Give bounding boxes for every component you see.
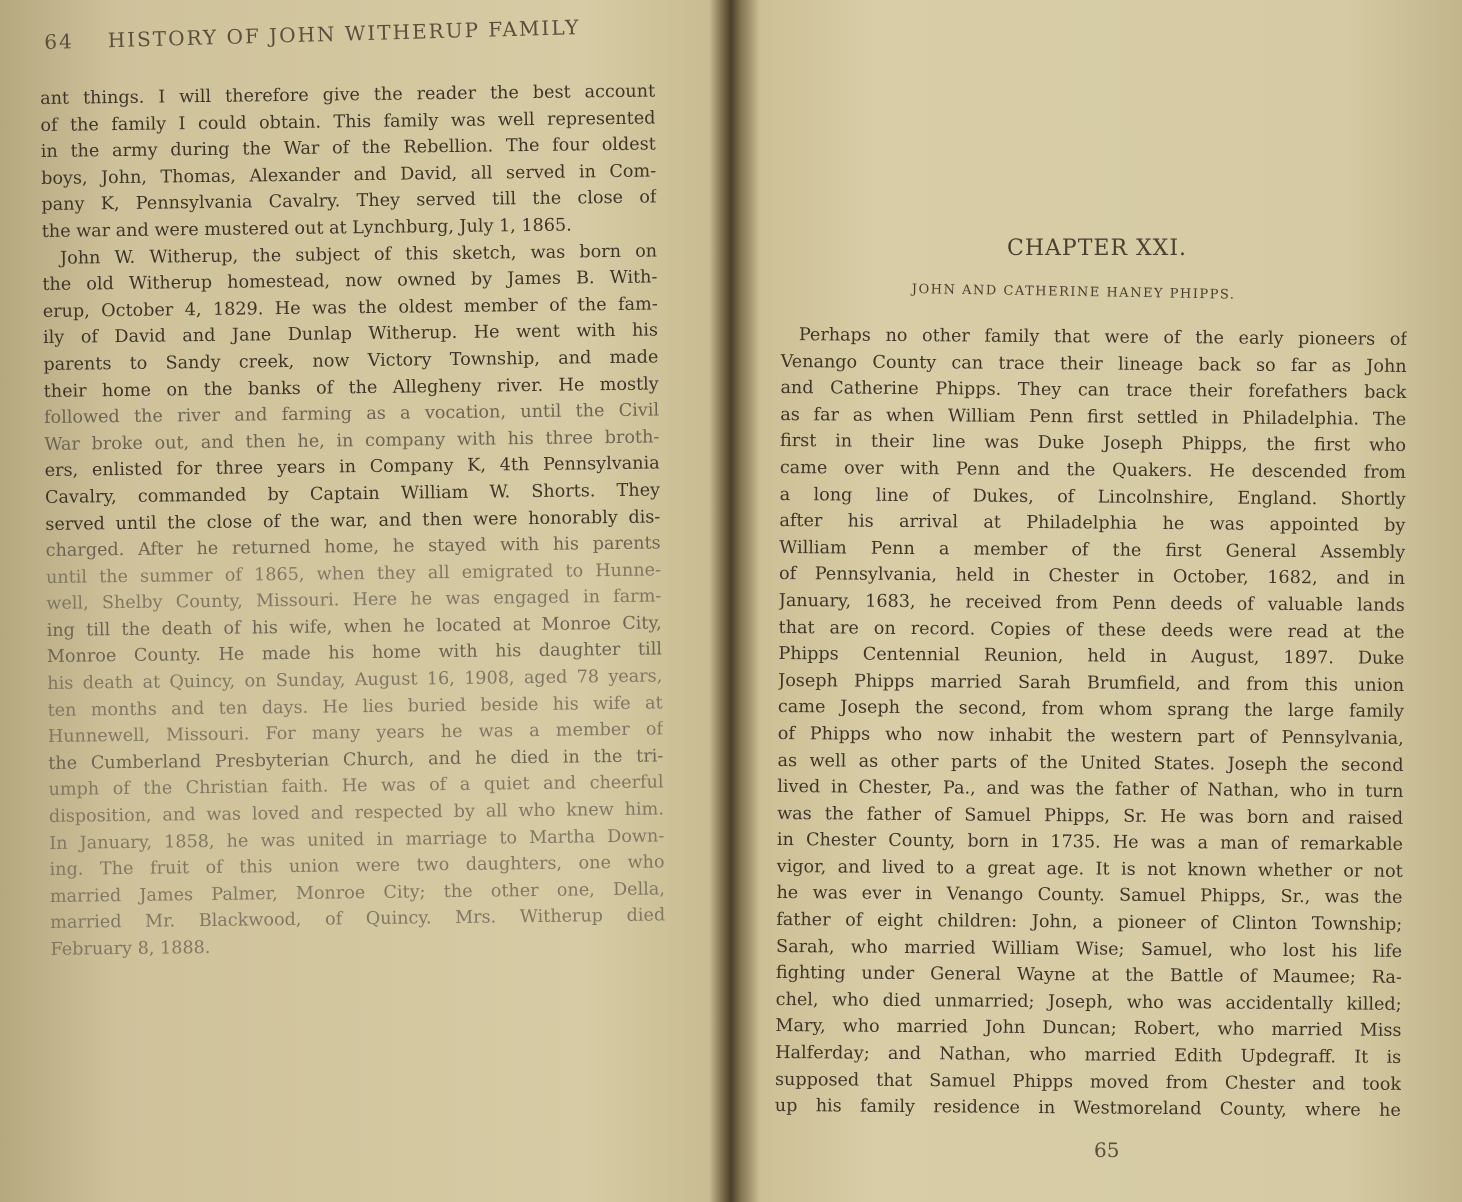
text-line: his death at Quincy, on Sunday, August 16, 1908, aged 78 years, [47, 666, 663, 695]
text-line: he was ever in Venango County. Samuel Phipps, Sr., was the [776, 883, 1403, 909]
text-line: as well as other parts of the United States. Joseph the second [777, 750, 1404, 776]
text-line: Joseph Phipps married Sarah Brumfield, and from this union [778, 670, 1405, 696]
text-line: followed the river and farming as a vocation, until the Civil [43, 400, 660, 429]
text-line: and Catherine Phipps. They can trace their forefathers back [780, 378, 1407, 404]
text-line: pany K, Pennsylvania Cavalry. They served till the close of [41, 187, 657, 216]
text-line: father of eight children: John, a pioneer of Clinton Township; [776, 910, 1403, 935]
right-body-text [775, 322, 1407, 1125]
text-line: John W. Witherup, the subject of this sketch, was born on [59, 241, 658, 269]
text-line: boys, John, Thomas, Alexander and David, all served in Com- [41, 161, 657, 189]
text-line: the old Witherup homestead, now owned by James B. With- [42, 267, 658, 296]
text-line: married Mr. Blackwood, of Quincy. Mrs. Witherup died [50, 905, 666, 934]
text-line: Cavalry, commanded by Captain William W. Shorts. They [44, 480, 661, 508]
text-line: first in their line was Duke Joseph Phipps, the first who [779, 431, 1407, 457]
text-line: January, 1683, he received from Penn deeds of valuable lands [778, 590, 1405, 616]
text-line: Hunnewell, Missouri. For many years he was a member of [47, 719, 664, 748]
text-line: Halferday; and Nathan, who married Edith Updegraff. It is [775, 1043, 1402, 1068]
text-line: vigor, and lived to a great age. It is not known whether or not [776, 856, 1403, 882]
text-line: was the father of Samuel Phipps, Sr. He was born and raised [777, 803, 1404, 829]
text-line: the war and were mustered out at Lynchburg, July 1, 1865. [41, 215, 572, 242]
text-line: ers, enlisted for three years in Company K, 4th Pennsylvania [44, 453, 660, 482]
text-line: of Pennsylvania, held in Chester in October, 1682, and in [778, 564, 1406, 590]
text-line: that are on record. Copies of these deeds were read at the [778, 617, 1405, 643]
text-line: chel, who died unmarried; Joseph, who was accidentally killed; [775, 989, 1402, 1015]
chapter-subtitle: JOHN AND CATHERINE HANEY PHIPPS. [911, 282, 1236, 303]
text-line: War broke out, and then he, in company with his three broth- [44, 427, 660, 455]
text-line: of Phipps who now inhabit the western part of Pennsylvania, [777, 723, 1404, 749]
text-line: served until the close of the war, and then were honorably dis- [45, 506, 661, 535]
right-page-number: 65 [1094, 1138, 1120, 1162]
text-line: William Penn a member of the first General Assembly [779, 537, 1406, 563]
running-head-title: HISTORY OF JOHN WITHERUP FAMILY [107, 15, 581, 53]
left-page-number: 64 [44, 29, 75, 54]
text-line: supposed that Samuel Phipps moved from Chester and took [774, 1069, 1402, 1095]
text-line: came over with Penn and the Quakers. He descended from [779, 457, 1406, 483]
text-line: Perhaps no other family that were of the early pioneers of [798, 325, 1407, 350]
text-line: February 8, 1888. [50, 937, 211, 960]
text-line: until the summer of 1865, when they all emigrated to Hunne- [45, 560, 662, 588]
text-line: ten months and ten days. He lies buried beside his wife at [47, 693, 663, 721]
text-line: ant things. I will therefore give the reader the best account [40, 81, 656, 109]
text-line: Phipps Centennial Reunion, held in August, 1897. Duke [778, 644, 1405, 670]
text-line: well, Shelby County, Missouri. Here he was engaged in farm- [46, 586, 662, 615]
text-line: came Joseph the second, from whom sprang the large family [777, 697, 1405, 723]
text-line: Mary, who married John Duncan; Robert, who married Miss [775, 1016, 1402, 1042]
text-line: up his family residence in Westmoreland County, where he [774, 1096, 1401, 1122]
text-line: In January, 1858, he was united in marriage to Martha Down- [49, 826, 665, 854]
left-running-head [44, 14, 604, 54]
text-line: Sarah, who married William Wise; Samuel, who lost his life [776, 936, 1403, 962]
text-line: fighting under General Wayne at the Battle of Maumee; Ra- [775, 963, 1402, 989]
text-line: erup, October 4, 1829. He was the oldest member of the fam- [42, 294, 658, 322]
chapter-title: CHAPTER XXI. [1007, 236, 1188, 261]
text-line: their home on the banks of the Allegheny river. He mostly [43, 373, 659, 402]
left-body-text [40, 78, 666, 963]
text-line: charged. After he returned home, he stayed with his parents [45, 533, 661, 562]
text-line: umph of the Christian faith. He was of a quiet and cheerful [48, 772, 664, 801]
text-line: Monroe County. He made his home with his daughter till [46, 639, 663, 668]
text-line: Venango County can trace their lineage back so far as John [780, 351, 1407, 377]
text-line: married James Palmer, Monroe City; the other one, Della, [49, 879, 665, 907]
text-line: lived in Chester, Pa., and was the father of Nathan, who in turn [777, 777, 1404, 802]
text-line: in the army during the War of the Rebellion. The four oldest [40, 134, 656, 163]
right-page [737, 0, 1462, 1202]
text-line: after his arrival at Philadelphia he was appointed by [779, 511, 1406, 537]
text-line: of the family I could obtain. This family was well represented [40, 108, 656, 136]
text-line: a long line of Dukes, of Lincolnshire, England. Shortly [779, 484, 1406, 510]
text-line: the Cumberland Presbyterian Church, and he died in the tri- [48, 746, 664, 774]
left-page [0, 0, 725, 1202]
text-line: ing till the death of his wife, when he located at Monroe City, [46, 613, 662, 641]
text-line: parents to Sandy creek, now Victory Township, and made [43, 347, 659, 375]
text-line: disposition, and was loved and respected by all who knew him. [48, 799, 665, 827]
text-line: as far as when William Penn first settled in Philadelphia. The [780, 404, 1407, 430]
text-line: ing. The fruit of this union were two daughters, one who [49, 852, 665, 881]
text-line: ily of David and Jane Dunlap Witherup. He went with his [42, 320, 659, 349]
text-line: in Chester County, born in 1735. He was a man of remarkable [776, 830, 1403, 856]
